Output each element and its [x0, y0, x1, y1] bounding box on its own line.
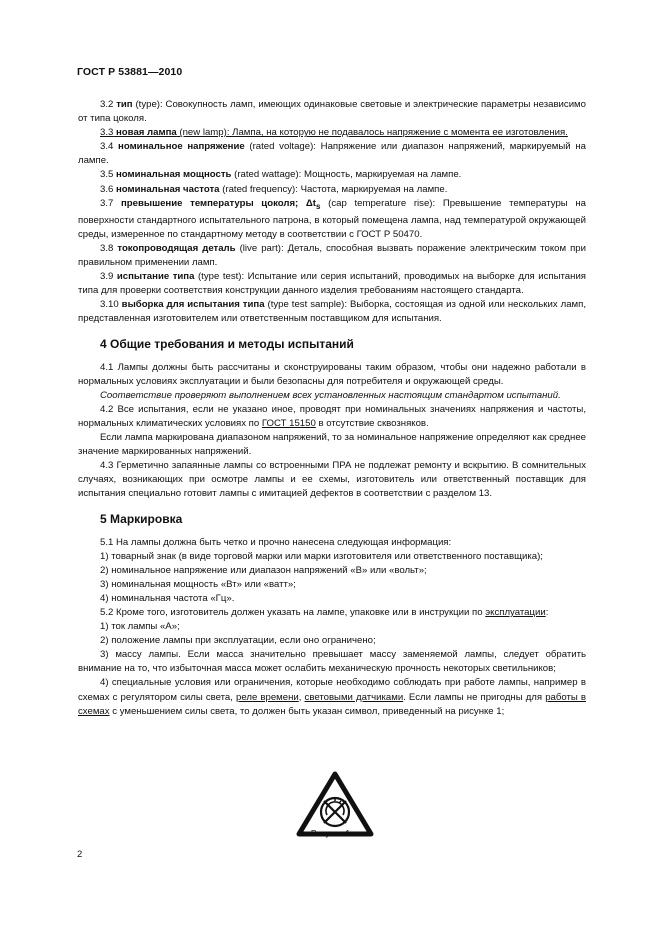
list-item: 4) номинальная частота «Гц». [100, 592, 235, 604]
term-3-6: 3.6 номинальная частота (rated frequency): Частота, маркируемая на лампе. [100, 183, 448, 195]
figure-caption: Рисунок 1 [310, 828, 351, 838]
term-3-5: 3.5 номинальная мощность (rated wattage): Мощность, маркируемая на лампе. [100, 169, 462, 181]
gost-15150-link[interactable]: ГОСТ 15150 [261, 417, 316, 429]
list-item: 2) номинальное напряжение или диапазон напряжений «В» или «вольт»; [100, 564, 427, 576]
term-3-10: 3.10 выборка для испытания типа (type test sample): Выборка, состоящая из одной или нескольких ламп, представленная изготовителем или ответственным поставщиком для испытания. [78, 299, 586, 325]
term-3-2: 3.2 тип (type): Совокупность ламп, имеющих одинаковые световые и электрические параметры независимо от типа цоколя. [78, 99, 586, 125]
list-item: 4) специальные условия или ограничения, которые необходимо соблюдать при работе лампы, например в схемах с регулятором силы света, реле времени, световыми датчиками. Если лампы не пригодны для работы в схемах с уменьшением силы света, то должен быть указан символ, приведенный на рисунке 1; [78, 677, 586, 717]
circuits-link[interactable]: работы в схемах [78, 691, 586, 717]
list-item: 1) ток лампы «А»; [100, 621, 180, 633]
clause-5-2: 5.2 Кроме того, изготовитель должен указать на лампе, упаковке или в инструкции по эксплуатации: [100, 607, 549, 618]
document-header: ГОСТ Р 53881—2010 [77, 66, 183, 78]
document-body [78, 98, 586, 719]
term-3-7: 3.7 превышение температуры цоколя; $\Delta t_s$ (cap temperature rise): Превышение температуры на поверхности стандартного испытательного патрона, в который помещена лампа, над температурой окружающей среды, измеренное по стандартному методу в соответствии с ГОСТ Р 50470. [78, 197, 586, 240]
clause-4-2-note: Если лампа маркирована диапазоном напряжений, то за номинальное напряжение определяют как среднее значение маркированных напряжений. [78, 431, 586, 458]
sensor-link[interactable]: световыми датчиками [304, 691, 404, 703]
section-5-heading: 5 Маркировка [100, 512, 183, 527]
section-4-heading: 4 Общие требования и методы испытаний [100, 337, 354, 352]
relay-link[interactable]: реле времени [236, 691, 299, 703]
term-3-4: 3.4 номинальное напряжение (rated voltage): Напряжение или диапазон напряжений, маркируемый на лампе. [78, 141, 586, 167]
clause-4-2: 4.2 Все испытания, если не указано иное, проводят при номинальных значениях напряжения и частоты, нормальных климатических условиях по ГОСТ 15150 в отсутствие сквозняков. [78, 403, 586, 429]
term-3-8: 3.8 токопроводящая деталь (live part): Деталь, способная вызвать поражение электрическим током при правильном применении ламп. [78, 242, 586, 268]
list-item: 2) положение лампы при эксплуатации, если оно ограничено; [100, 635, 376, 647]
list-item: 3) номинальная мощность «Вт» или «ватт»; [100, 578, 296, 590]
clause-4-1-compliance: Соответствие проверяют выполнением всех установленных настоящим стандартом испытаний. [100, 389, 561, 401]
exploitation-link[interactable]: эксплуатации [485, 607, 546, 618]
page-number: 2 [77, 849, 83, 860]
clause-5-1: 5.1 На лампы должна быть четко и прочно нанесена следующая информация: [100, 536, 452, 548]
term-3-3: 3.3 новая лампа (new lamp): Лампа, на которую не подавалось напряжение с момента ее изготовления. [100, 127, 568, 139]
list-item: 1) товарный знак (в виде торговой марки или марки изготовителя или ответственного поставщика); [100, 550, 543, 562]
clause-4-1: 4.1 Лампы должны быть рассчитаны и сконструированы таким образом, чтобы они надежно работали в нормальных условиях эксплуатации и были безопасны для потребителя и окружающей среды. [78, 361, 586, 387]
term-3-9: 3.9 испытание типа (type test): Испытание или серия испытаний, проводимых на выборке для испытания типа для проверки соответствия конструкции данного изделия требованиям настоящего стандарта. [78, 271, 586, 297]
clause-4-3: 4.3 Герметично запаянные лампы со встроенными ПРА не подлежат ремонту и вскрытию. В сомнительных случаях, возникающих при осмотре лампы и ее схемы, изготовитель или ответственный поставщик для испытания специально готовит лампы с имитацией дефектов в соответствии с разделом 13. [78, 460, 586, 500]
list-item: 3) массу лампы. Если масса значительно превышает массу заменяемой лампы, следует обратить внимание на то, что избыточная масса может ослабить механическую прочность некоторых светильников; [78, 649, 586, 675]
